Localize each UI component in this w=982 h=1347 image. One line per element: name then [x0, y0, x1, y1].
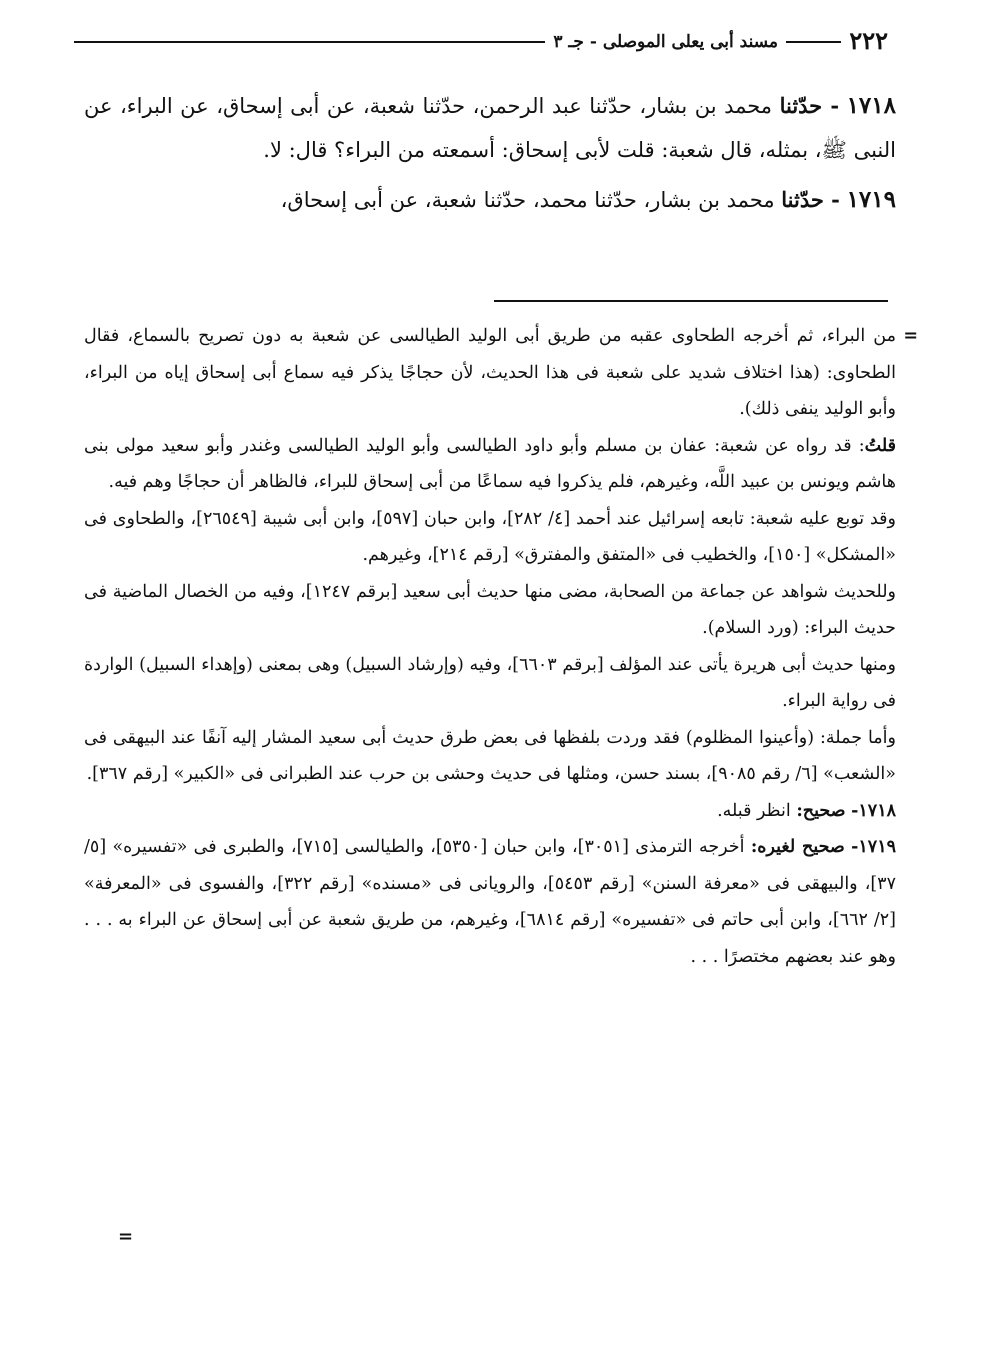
grading-1718: ١٧١٨- صحيح: انظر قبله.	[717, 800, 896, 821]
grading-number: ١٧١٨-	[851, 800, 896, 821]
continuation-mark-bottom: =	[118, 1226, 134, 1247]
grading-number: ١٧١٩-	[851, 837, 896, 857]
page-header	[74, 26, 894, 60]
page-number: ٢٢٢	[841, 26, 894, 56]
footnotes	[84, 318, 918, 975]
footnote-paragraph: ومنها حديث أبى هريرة يأتى عند المؤلف [برقم ٦٦٠٣]، وفيه (وإرشاد السبيل) وهى بمعنى (وإهداء السبيل) الواردة فى رواية البراء.	[84, 654, 896, 711]
running-title: مسند أبى يعلى الموصلى - جـ ٣	[545, 29, 786, 55]
hadith-lead: حدّثنا	[779, 93, 823, 118]
hadith-text: محمد بن بشار، حدّثنا عبد الرحمن، حدّثنا شعبة، عن أبى إسحاق، عن البراء، عن النبى ﷺ، بمثله، قال شعبة: قلت لأبى إسحاق: أسمعته من البراء؟ قال: لا.	[84, 94, 896, 162]
hadith-number: ١٧١٩	[846, 186, 896, 213]
footnote-paragraph: وللحديث شواهد عن جماعة من الصحابة، مضى منها حديث أبى سعيد [برقم ١٢٤٧]، وفيه من الخصال الماضية فى حديث البراء: (ورد السلام).	[84, 581, 896, 638]
footnote-paragraph: = من البراء، ثم أخرجه الطحاوى عقبه من طريق أبى الوليد الطيالسى عن شعبة به دون تصريح بالسماع، فقال الطحاوى: (هذا اختلاف شديد على شعبة فى هذا الحديث، لأن حجاجًا يذكر فيه سماع أبى إسحاق إياه من البراء، وأبو الوليد ينفى ذلك).	[84, 318, 896, 428]
hadith-text: محمد بن بشار، حدّثنا محمد، حدّثنا شعبة، عن أبى إسحاق،	[280, 188, 775, 212]
footnote-paragraph: وقد توبع عليه شعبة: تابعه إسرائيل عند أحمد [٤/ ٢٨٢]، وابن حبان [٥٩٧]، وابن أبى شيبة [٢٦٥٤٩]، والطحاوى فى «المشكل» [١٥٠]، والخطيب فى «المتفق والمفترق» [رقم ٢١٤]، وغيرهم.	[84, 508, 896, 565]
main-text	[84, 84, 896, 228]
hadith-1719: ١٧١٩ - حدّثنا محمد بن بشار، حدّثنا محمد، حدّثنا شعبة، عن أبى إسحاق،	[280, 186, 896, 213]
grading-label: صحيح لغيره:	[750, 837, 845, 857]
grading-1719: ١٧١٩- صحيح لغيره: أخرجه الترمذى [٣٠٥١]، وابن حبان [٥٣٥٠]، والطيالسى [٧١٥]، والطبرى فى «تفسيره» [٥/ ٣٧]، والبيهقى فى «معرفة السنن» [رقم ٥٤٥٣]، والرويانى فى «مسنده» [رقم ٣٢٢]، والفسوى فى «المعرفة» [٢/ ٦٦٢]، وابن أبى حاتم فى «تفسيره» [رقم ٦٨١٤]، وغيرهم، من طريق شعبة عن أبى إسحاق عن البراء به . . . وهو عند بعضهم مختصرًا . . .	[84, 837, 896, 967]
continuation-mark: =	[903, 326, 918, 346]
hadith-number: ١٧١٨	[846, 92, 896, 119]
footnote-paragraph: قلتُ: قد رواه عن شعبة: عفان بن مسلم وأبو داود الطيالسى وأبو الوليد الطيالسى وغندر وأبو سعيد مولى بنى هاشم ويونس بن عبيد اللَّه، وغيرهم، فلم يذكروا فيه سماعًا من أبى إسحاق للبراء، فالظاهر أن حجاجًا وهم فيه.	[84, 435, 896, 492]
note-lead: قلتُ	[864, 435, 896, 456]
grading-label: صحيح:	[796, 800, 846, 821]
hadith-lead: حدّثنا	[781, 187, 824, 212]
footnote-paragraph: وأما جملة: (وأعينوا المظلوم) فقد وردت بلفظها فى بعض طرق حديث أبى سعيد المشار إليه آنفًا عند البيهقى فى «الشعب» [٦/ رقم ٩٠٨٥]، بسند حسن، ومثلها فى حديث وحشى بن حرب عند الطبرانى فى «الكبير» [رقم ٣٦٧].	[84, 727, 896, 784]
hadith-1718: ١٧١٨ - حدّثنا محمد بن بشار، حدّثنا عبد الرحمن، حدّثنا شعبة، عن أبى إسحاق، عن البراء، عن النبى ﷺ، بمثله، قال شعبة: قلت لأبى إسحاق: أسمعته من البراء؟ قال: لا.	[84, 92, 896, 162]
footnote-separator	[494, 300, 888, 302]
